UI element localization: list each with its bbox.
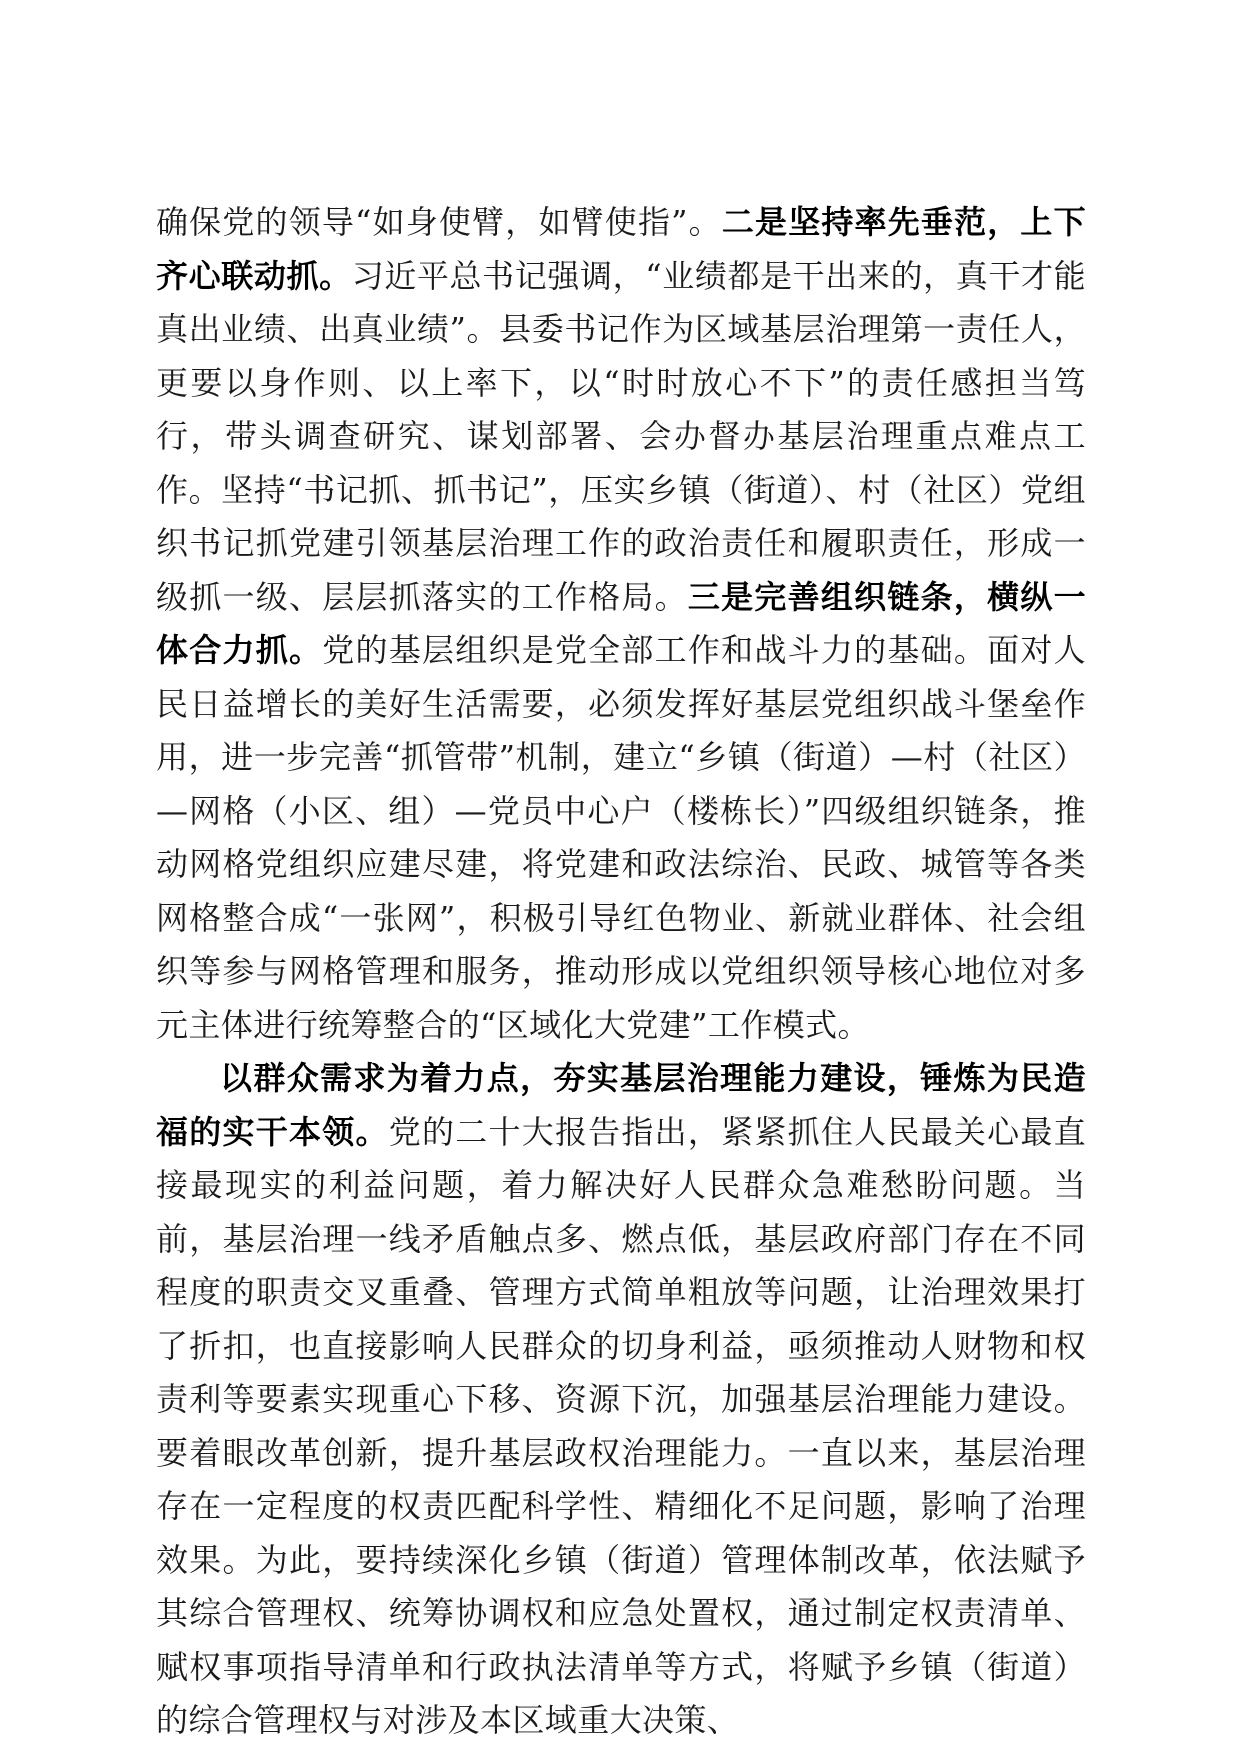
document-body: [156, 196, 1086, 1748]
bold-heading-run: 三是完善组织链条，横纵一体合力抓。: [156, 577, 1086, 669]
bold-heading-run: 二是坚持率先垂范，上下齐心联动抓。: [156, 203, 1087, 295]
paragraph-1: [156, 196, 1086, 1052]
text-run: 确保党的领导“如身使臂，如臂使指”。: [156, 203, 722, 241]
text-run: 党的二十大报告指出，紧紧抓住人民最关心最直接最现实的利益问题，着力解决好人民群众急难愁盼问题。当前，基层治理一线矛盾触点多、燃点低，基层政府部门存在不同程度的职责交叉重叠、管理方式简单粗放等问题，让治理效果打了折扣，也直接影响人民群众的切身利益，亟须推动人财物和权责利等要素实现重心下移、资源下沉，加强基层治理能力建设。要着眼改革创新，提升基层政权治理能力。一直以来，基层治理存在一定程度的权责匹配科学性、精细化不足问题，影响了治理效果。为此，要持续深化乡镇（街道）管理体制改革，依法赋予其综合管理权、统筹协调权和应急处置权，通过制定权责清单、赋权事项指导清单和行政执法清单等方式，将赋予乡镇（街道）的综合管理权与对涉及本区域重大决策、: [156, 1112, 1086, 1739]
bold-heading-run: 以群众需求为着力点，夯实基层治理能力建设，锤炼为民造福的实干本领。: [156, 1059, 1086, 1151]
text-run: 习近平总书记强调，“业绩都是干出来的，真干才能真出业绩、出真业绩”。县委书记作为区域基层治理第一责任人，更要以身作则、以上率下，以“时时放心不下”的责任感担当笃行，带头调查研究、谋划部署、会办督办基层治理重点难点工作。坚持“书记抓、抓书记”，压实乡镇（街道）、村（社区）党组织书记抓党建引领基层治理工作的政治责任和履职责任，形成一级抓一级、层层抓落实的工作格局。: [156, 256, 1087, 616]
paragraph-2: [156, 1052, 1086, 1748]
text-run: 党的基层组织是党全部工作和战斗力的基础。面对人民日益增长的美好生活需要，必须发挥好基层党组织战斗堡垒作用，进一步完善“抓管带”机制，建立“乡镇（街道）—村（社区）—网格（小区、组）—党员中心户（楼栋长）”四级组织链条，推动网格党组织应建尽建，将党建和政法综治、民政、城管等各类网格整合成“一张网”，积极引导红色物业、新就业群体、社会组织等参与网格管理和服务，推动形成以党组织领导核心地位对多元主体进行统筹整合的“区域化大党建”工作模式。: [156, 631, 1086, 1044]
